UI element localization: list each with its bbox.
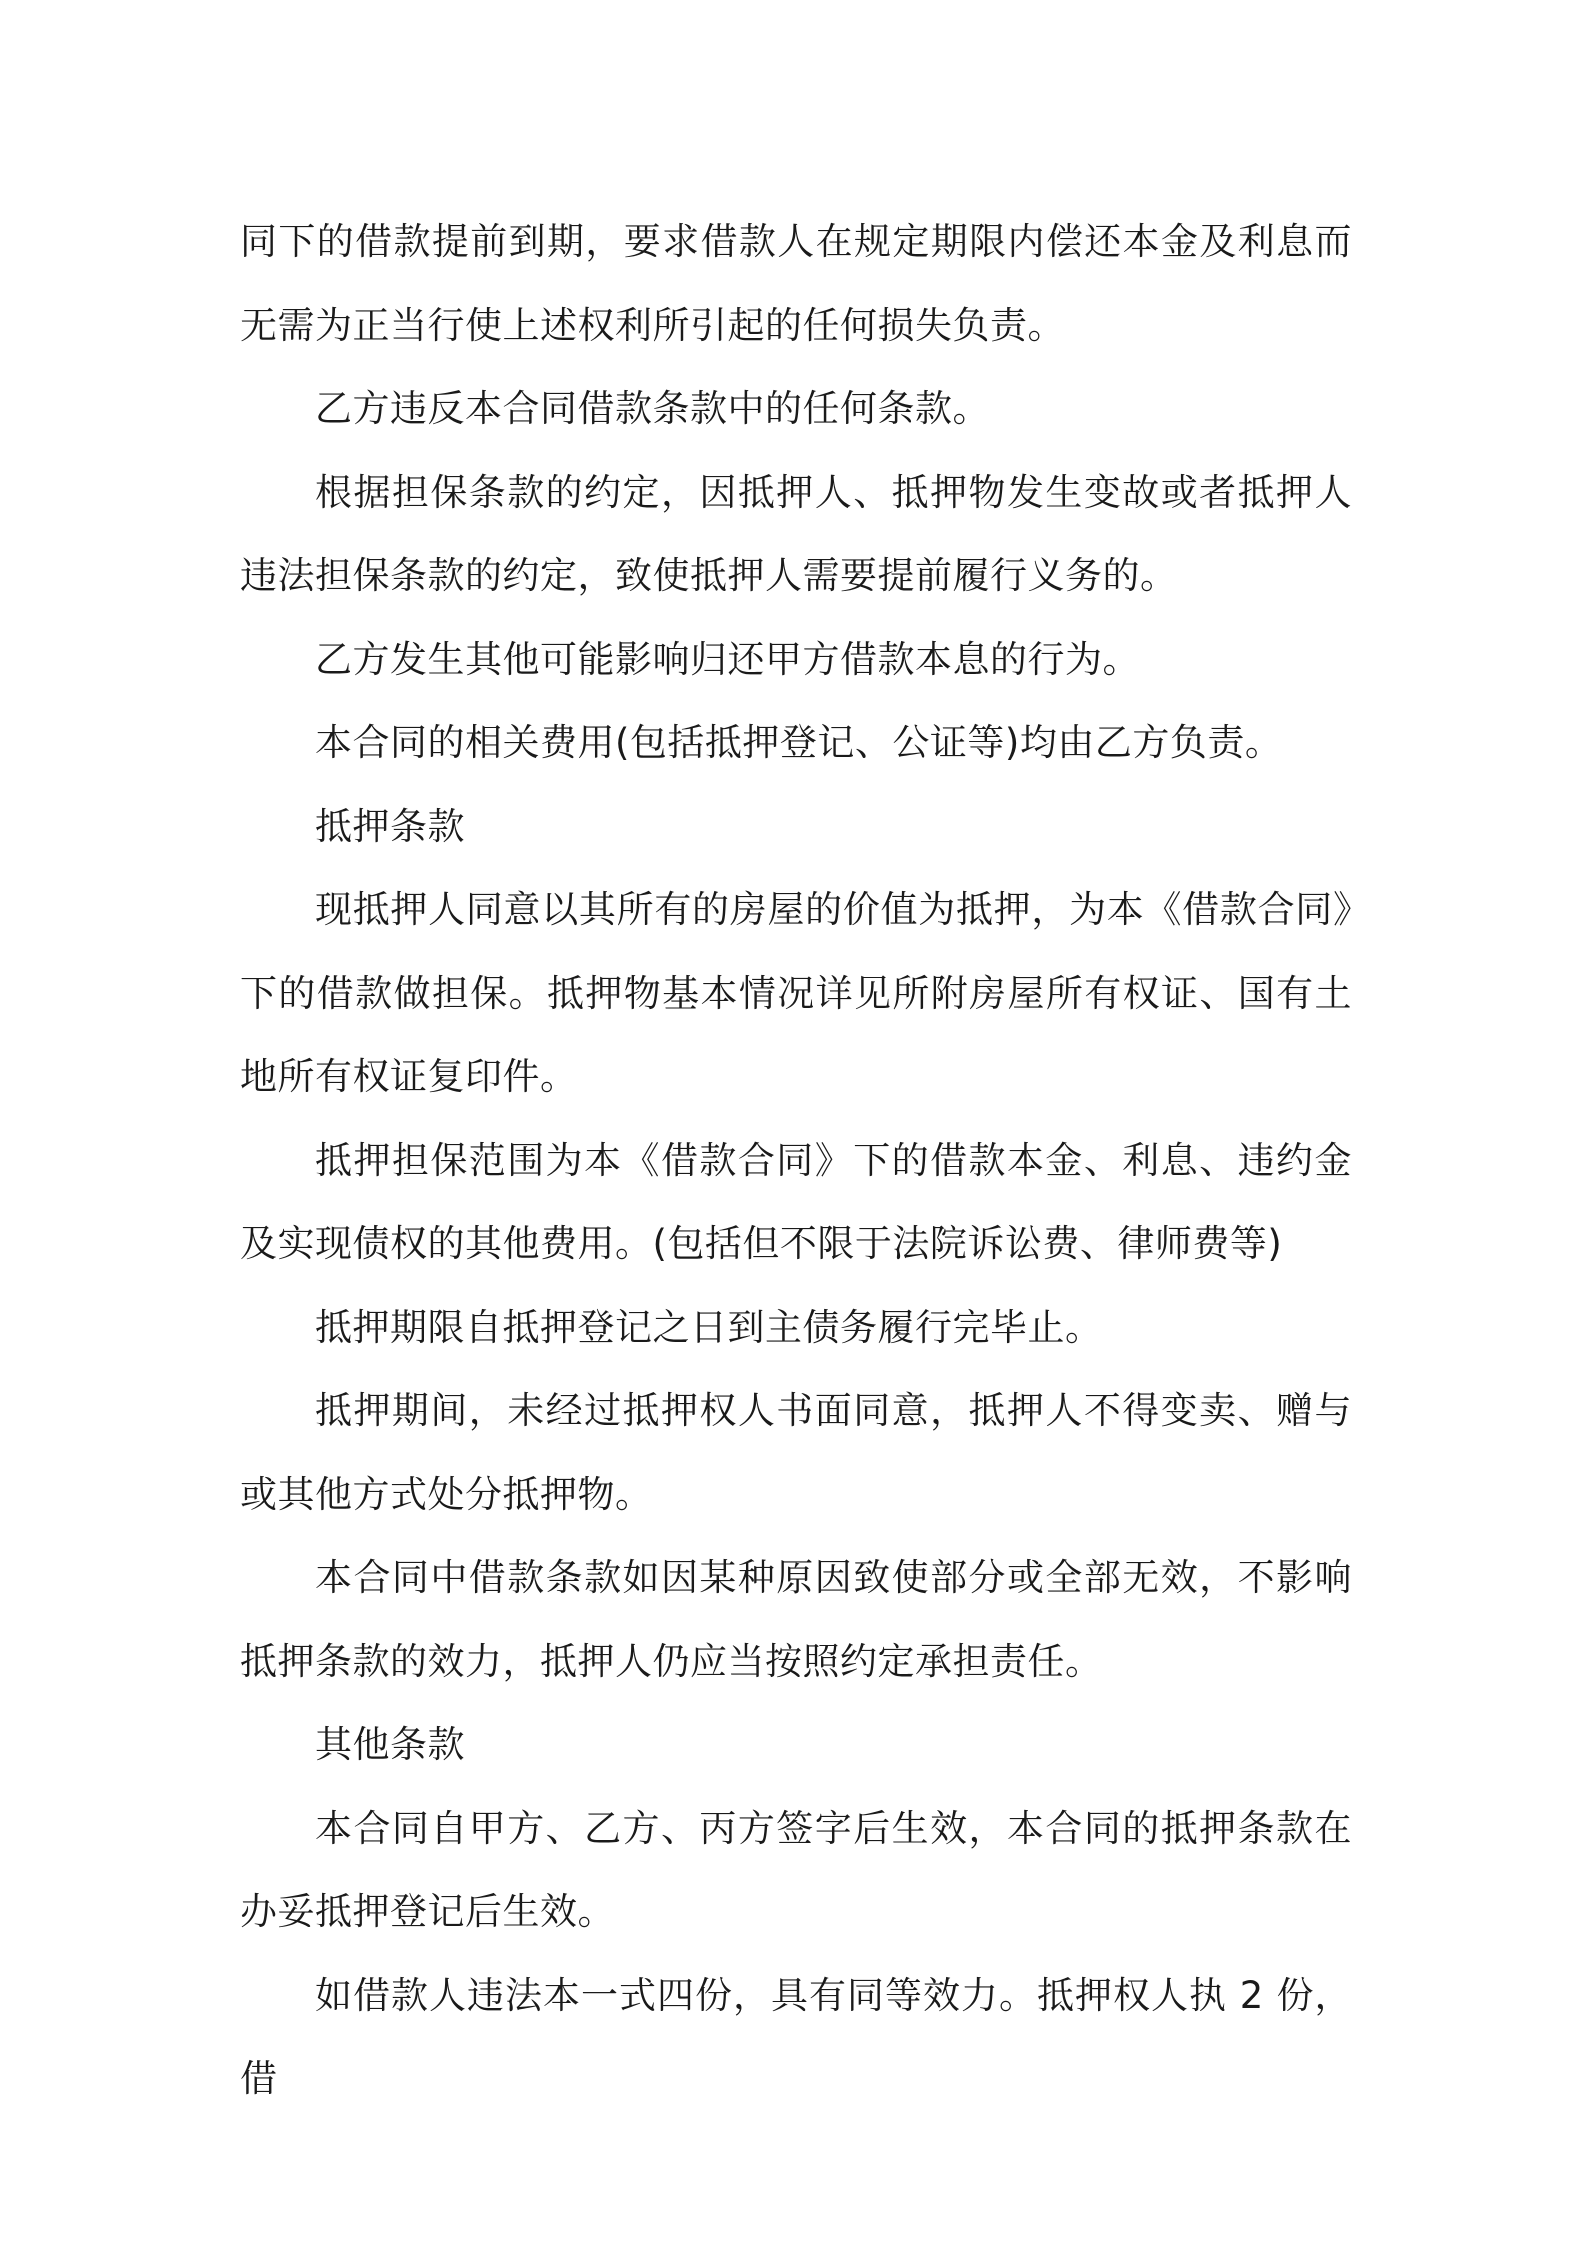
paragraph: 同下的借款提前到期，要求借款人在规定期限内偿还本金及利息而无需为正当行使上述权利所引起的任何损失负责。 xyxy=(240,220,1352,347)
paragraph: 抵押期限自抵押登记之日到主债务履行完毕止。 xyxy=(315,1305,1103,1349)
paragraph: 抵押担保范围为本《借款合同》下的借款本金、利息、违约金及实现债权的其他费用。(包括但不限于法院诉讼费、律师费等) xyxy=(240,1138,1352,1265)
paragraph: 乙方违反本合同借款条款中的任何条款。 xyxy=(315,387,990,430)
paragraph: 根据担保条款的约定，因抵押人、抵押物发生变故或者抵押人违法担保条款的约定，致使抵押人需要提前履行义务的。 xyxy=(240,470,1352,597)
document-body xyxy=(240,200,1352,2121)
section-heading-other: 其他条款 xyxy=(315,1723,465,1766)
paragraph: 本合同的相关费用(包括抵押登记、公证等)均由乙方负责。 xyxy=(315,721,1283,764)
paragraph: 如借款人违法本一式四份，具有同等效力。抵押权人执 2 份，借 xyxy=(240,1973,1352,2100)
paragraph: 现抵押人同意以其所有的房屋的价值为抵押，为本《借款合同》下的借款做担保。抵押物基本情况详见所附房屋所有权证、国有土地所有权证复印件。 xyxy=(240,888,1352,1098)
paragraph: 乙方发生其他可能影响归还甲方借款本息的行为。 xyxy=(315,637,1140,681)
paragraph: 抵押期间，未经过抵押权人书面同意，抵押人不得变卖、赠与或其他方式处分抵押物。 xyxy=(240,1389,1352,1516)
paragraph: 本合同中借款条款如因某种原因致使部分或全部无效，不影响抵押条款的效力，抵押人仍应当按照约定承担责任。 xyxy=(240,1556,1352,1683)
section-heading-mortgage: 抵押条款 xyxy=(315,804,465,848)
paragraph: 本合同自甲方、乙方、丙方签字后生效，本合同的抵押条款在办妥抵押登记后生效。 xyxy=(240,1806,1352,1933)
